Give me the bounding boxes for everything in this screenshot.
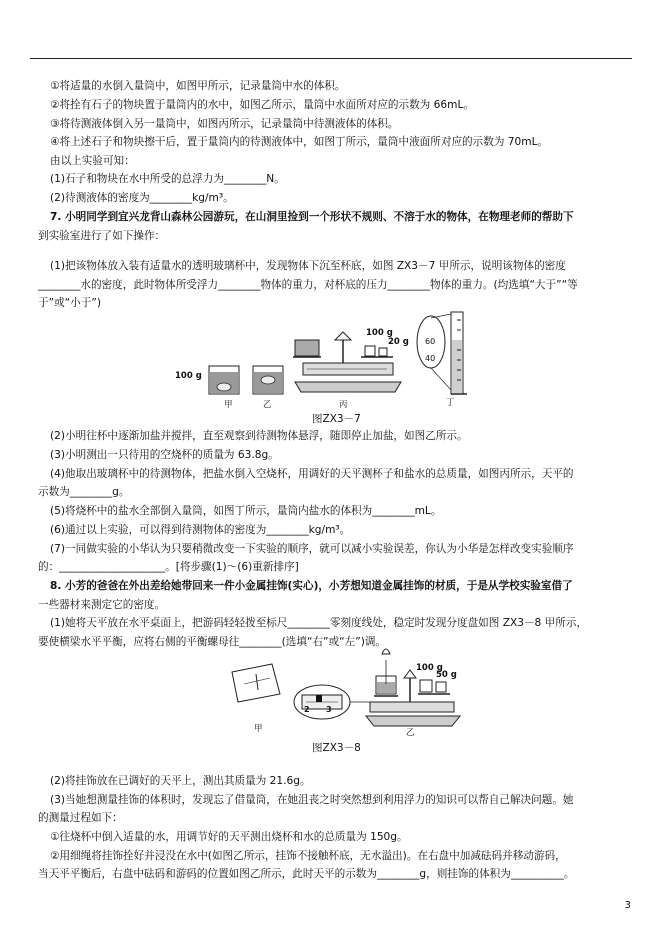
dial-jia (232, 664, 280, 702)
cylinder-ding (417, 312, 467, 394)
fig7-weight-100: 100 g (175, 371, 202, 381)
fig8-weight-50: 50 g (436, 670, 457, 680)
problem-8-cont: 一些器材来测定它的密度。 (38, 599, 166, 611)
step-1: ①将适量的水倒入量筒中，如图甲所示，记录量筒中水的体积。 (50, 80, 346, 92)
p8-step-2: (2)将挂饰放在已调好的天平上，测出其质量为 21.6g。 (50, 775, 311, 787)
p8-measure-1: ①往烧杯中倒入适量的水，用调节好的天平测出烧杯和水的总质量为 150g。 (50, 831, 408, 843)
question-2: (2)待测液体的密度为________kg/m³。 (50, 192, 234, 204)
figure-zx3-8 (230, 640, 470, 736)
fig7-weight-100-label: 100 g (366, 328, 393, 338)
step-4: ④将上述石子和物块擦干后，置于量筒内的待测液体中，如图丁所示，量筒中液面所对应的示数为 70mL。 (50, 136, 549, 148)
p8-step-3: (3)当她想测量挂饰的体积时，发现忘了借量筒，在她沮丧之时突然想到利用浮力的知识可以帮自己解决问题。她 (50, 794, 574, 806)
conclusion-intro: 由以上实验可知： (50, 155, 135, 167)
fig7-caption: 图ZX3－7 (312, 413, 361, 425)
fig8-label-jia: 甲 (254, 724, 263, 734)
page-number: 3 (624, 900, 631, 911)
fig8-label-yi: 乙 (406, 728, 415, 738)
p7-step-1-end: 于”或“小于”) (38, 297, 101, 309)
fig8-ruler-2: 2 (304, 705, 310, 714)
fig8-weight-100: 100 g (416, 663, 443, 673)
p7-step-6: (6)通过以上实验，可以得到待测物体的密度为________kg/m³。 (50, 524, 351, 536)
p8-measure-2: ②用细绳将挂饰拴好并浸没在水中(如图乙所示，挂饰不接触杯底，无水溢出)。在右盘中加减砝码并移动游码， (50, 850, 566, 862)
balance-bing (293, 332, 401, 392)
p8-step-3-cont: 的测量过程如下： (38, 812, 123, 824)
p7-step-4: (4)他取出玻璃杯中的待测物体，把盐水倒入空烧杯，用调好的天平测杯子和盐水的总质量，如图丙所示，天平的 (50, 468, 574, 480)
problem-7-cont: 到实验室进行了如下操作： (38, 230, 166, 242)
fig7-label-bing: 丙 (339, 400, 348, 410)
fig7-label-yi: 乙 (263, 400, 272, 410)
p7-step-2: (2)小明往杯中逐渐加盐并搅拌，直至观察到待测物体悬浮，随即停止加盐，如图乙所示。 (50, 430, 468, 442)
p7-step-4-cont: 示数为________g。 (38, 486, 130, 498)
p8-measure-2-cont: 当天平平衡后，右盘中砝码和游码的位置如图乙所示，此时天平的示数为________g，则挂饰的体积为__________。 (38, 868, 575, 880)
header-rule (30, 58, 632, 59)
p7-step-3: (3)小明测出一只待用的空烧杯的质量为 63.8g。 (50, 449, 279, 461)
p8-step-1-cont: 要使横梁水平平衡，应将右侧的平衡螺母往________(选填“右”或“左”)调。 (38, 636, 387, 648)
p7-step-1: (1)把该物体放入装有适量水的透明玻璃杯中，发现物体下沉至杯底，如图 ZX3－7 甲所示，说明该物体的密度 (50, 260, 566, 272)
p7-step-7: (7)一同做实验的小华认为只要稍微改变一下实验的顺序，就可以减小实验误差，你认为小华是怎样改变实验顺序 (50, 543, 574, 555)
question-1: (1)石子和物块在水中所受的总浮力为________N。 (50, 173, 285, 185)
p8-step-1: (1)她将天平放在水平桌面上，把游码轻轻拨至标尺________零刻度线处，稳定时发现分度盘如图 ZX3－8 甲所示， (50, 617, 588, 629)
beaker-yi (253, 366, 283, 394)
figure-zx3-7 (195, 310, 485, 410)
problem-7-title: 7. 小明同学到宜兴龙背山森林公园游玩，在山洞里捡到一个形状不规则、不溶于水的物体，在物理老师的帮助下 (50, 211, 574, 223)
fig7-label-ding: 丁 (446, 398, 455, 408)
fig8-ruler-3: 3 (326, 705, 332, 714)
p7-step-5: (5)将烧杯中的盐水全部倒入量筒，如图丁所示，量筒内盐水的体积为________mL。 (50, 505, 442, 517)
fig7-label-jia: 甲 (224, 400, 233, 410)
p7-step-7-cont: 的：____________________。[将步骤(1)～(6)重新排序] (38, 561, 299, 573)
fig7-weight-20-label: 20 g (388, 337, 409, 347)
p7-step-1-cont: ________水的密度，此时物体所受浮力________物体的重力，对杯底的压力________物体的重力。(均选填“大于”“等 (38, 279, 578, 291)
problem-8-title: 8. 小芳的爸爸在外出差给她带回来一件小金属挂饰(实心)，小芳想知道金属挂饰的材质，于是从学校实验室借了 (50, 580, 573, 592)
balance-yi (294, 649, 460, 726)
fig8-caption: 图ZX3－8 (312, 742, 361, 754)
fig7-cyl-40: 40 (425, 354, 436, 363)
fig7-cyl-60: 60 (425, 337, 436, 346)
step-2: ②将拴有石子的物块置于量筒内的水中，如图乙所示，量筒中水面所对应的示数为 66mL。 (50, 99, 474, 111)
step-3: ③将待测液体倒入另一量筒中，如图丙所示，记录量筒中待测液体的体积。 (50, 118, 399, 130)
beaker-jia (209, 366, 239, 394)
